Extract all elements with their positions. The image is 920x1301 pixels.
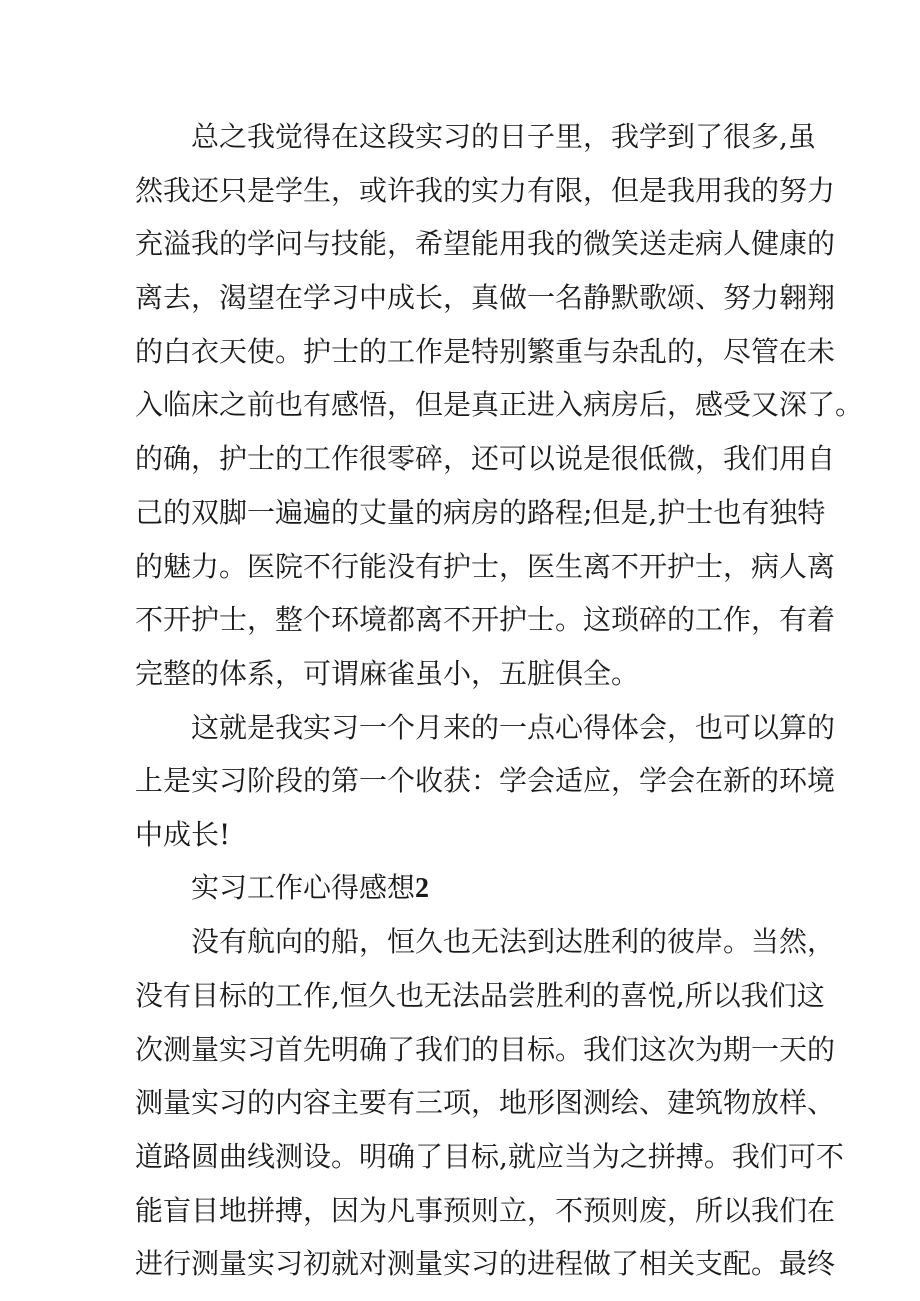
section-heading-text: 实习工作心得感想 bbox=[191, 872, 416, 904]
text-line: 的确，护士的工作很零碎，还可以说是很低微，我们用自 bbox=[135, 442, 836, 476]
text-line: 入临床之前也有感悟，但是真正进入病房后，感受又深了。 bbox=[135, 388, 864, 422]
text-line: 充溢我的学问与技能，希望能用我的微笑送走病人健康的 bbox=[135, 227, 836, 261]
document-body bbox=[135, 110, 864, 1291]
text-line: 中成长! bbox=[135, 817, 231, 851]
text-line: 道路圆曲线测设。明确了目标,就应当为之拼搏。我们可不 bbox=[135, 1140, 844, 1174]
section-heading-number: 2 bbox=[415, 872, 430, 904]
text-line: 次测量实习首先明确了我们的目标。我们这次为期一天的 bbox=[135, 1032, 836, 1066]
section-heading bbox=[135, 862, 795, 916]
paragraph-2 bbox=[135, 701, 836, 862]
text-line: 然我还只是学生，或许我的实力有限，但是我用我的努力 bbox=[135, 173, 836, 207]
paragraph-3 bbox=[135, 915, 844, 1291]
text-line: 没有航向的船，恒久也无法到达胜利的彼岸。当然， bbox=[191, 925, 836, 959]
text-line: 的魅力。医院不行能没有护士，医生离不开护士，病人离 bbox=[135, 549, 836, 583]
text-line: 这就是我实习一个月来的一点心得体会，也可以算的 bbox=[191, 710, 836, 744]
text-line: 进行测量实习初就对测量实习的进程做了相关支配。最终 bbox=[135, 1247, 836, 1281]
text-line: 完整的体系，可谓麻雀虽小，五脏俱全。 bbox=[135, 656, 640, 690]
text-line: 上是实习阶段的第一个收获：学会适应，学会在新的环境 bbox=[135, 764, 836, 798]
text-line: 能盲目地拼搏，因为凡事预则立，不预则废，所以我们在 bbox=[135, 1193, 836, 1227]
text-line: 的白衣天使。护士的工作是特别繁重与杂乱的，尽管在未 bbox=[135, 334, 836, 368]
text-line: 不开护士，整个环境都离不开护士。这琐碎的工作，有着 bbox=[135, 603, 836, 637]
text-line: 己的双脚一遍遍的丈量的病房的路程;但是,护士也有独特 bbox=[135, 495, 826, 529]
text-line: 总之我觉得在这段实习的日子里，我学到了很多,虽 bbox=[191, 120, 816, 153]
text-line: 没有目标的工作,恒久也无法品尝胜利的喜悦,所以我们这 bbox=[135, 979, 825, 1012]
text-line: 测量实习的内容主要有三项，地形图测绘、建筑物放样、 bbox=[135, 1086, 836, 1120]
paragraph-1 bbox=[135, 110, 864, 701]
text-line: 离去，渴望在学习中成长，真做一名静默歌颂、努力翱翔 bbox=[135, 281, 836, 315]
